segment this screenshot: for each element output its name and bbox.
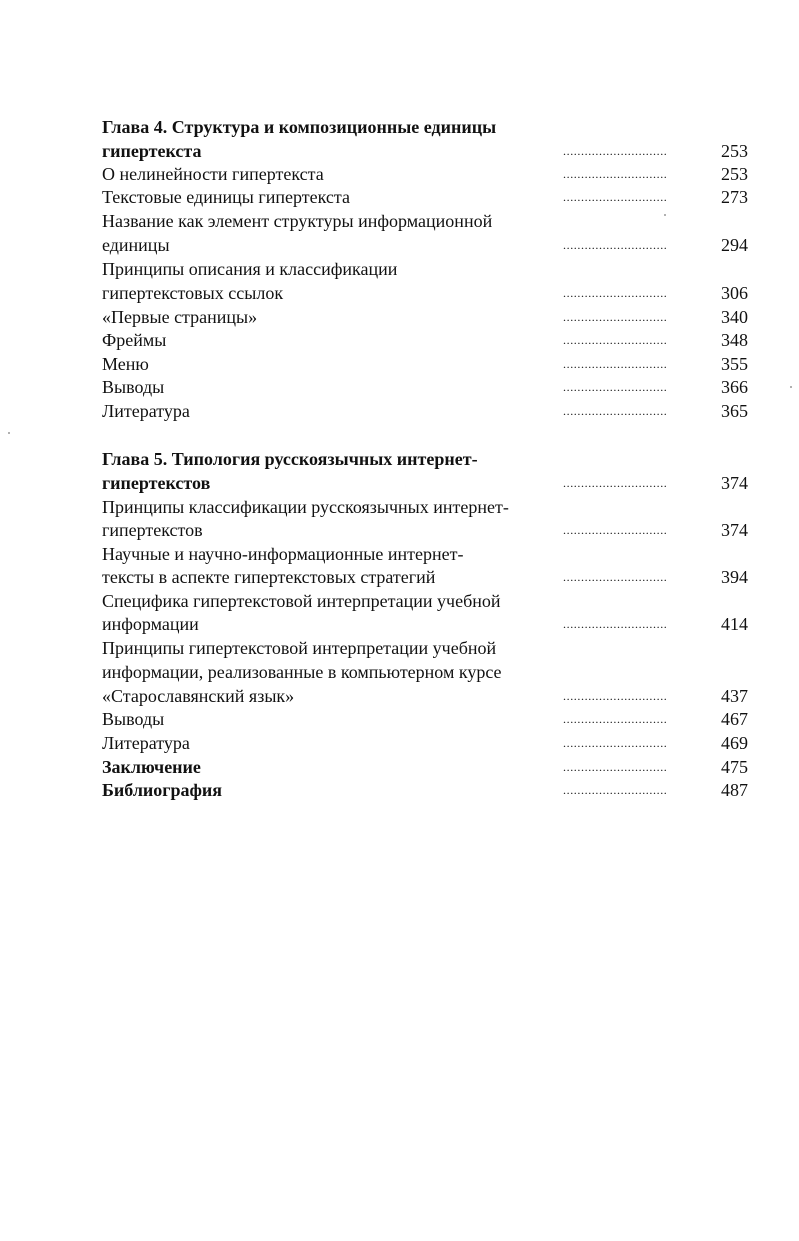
leader-dots: ............................. <box>563 310 668 324</box>
toc-entry-page: 273 <box>721 187 748 207</box>
leader-dots: ............................. <box>563 357 668 371</box>
toc-entry-label-cont: тексты в аспекте гипертекстовых стратегий <box>102 567 436 587</box>
leader-dots: ............................. <box>563 286 668 300</box>
toc-entry-page: 467 <box>721 709 748 729</box>
toc-entry-page: 469 <box>721 733 748 753</box>
leader-dots: ............................. <box>563 190 668 204</box>
leader-dots: ............................. <box>563 617 668 631</box>
toc-entry-label: «Первые страницы» <box>102 307 258 327</box>
leader-dots: ............................. <box>563 144 668 158</box>
toc-entry-label-cont: единицы <box>102 235 170 255</box>
chapter-4-page-number: 253 <box>721 141 748 161</box>
leader-dots: ............................. <box>563 783 668 797</box>
toc-entry-page: 306 <box>721 283 748 303</box>
toc-entry-page: 253 <box>721 164 748 184</box>
conclusion-label: Заключение <box>102 757 201 777</box>
toc-entry-label: О нелинейности гипертекста <box>102 164 324 184</box>
leader-dots: ............................. <box>563 167 668 181</box>
scan-speck <box>664 214 666 216</box>
toc-entry-label: Выводы <box>102 377 165 397</box>
toc-entry-page: 366 <box>721 377 748 397</box>
leader-dots: ............................. <box>563 523 668 537</box>
toc-entry-page: 355 <box>721 354 748 374</box>
leader-dots: ............................. <box>563 736 668 750</box>
toc-entry-label: Меню <box>102 354 149 374</box>
chapter-4-title-line2: гипертекста <box>102 141 202 161</box>
toc-entry-label: Научные и научно-информационные интернет- <box>102 544 464 564</box>
leader-dots: ............................. <box>563 238 668 252</box>
toc-entry-label-cont: «Старославянский язык» <box>102 686 295 706</box>
leader-dots: ............................. <box>563 404 668 418</box>
toc-entry-label: Принципы классификации русскоязычных интернет- <box>102 497 509 517</box>
toc-entry-label: Литература <box>102 401 190 421</box>
leader-dots: ............................. <box>563 333 668 347</box>
chapter-5-title-line1: Глава 5. Типология русскоязычных интернет- <box>102 449 478 469</box>
chapter-4-title-line1: Глава 4. Структура и композиционные единицы <box>102 117 497 137</box>
toc-entry-page: 374 <box>721 520 748 540</box>
leader-dots: ............................. <box>563 476 668 490</box>
toc-entry-label-cont: информации <box>102 614 199 634</box>
scan-speck <box>790 386 792 388</box>
chapter-5-page-number: 374 <box>721 473 748 493</box>
toc-entry-page: 394 <box>721 567 748 587</box>
bibliography-label: Библиография <box>102 780 223 800</box>
leader-dots: ............................. <box>563 760 668 774</box>
toc-entry-page: 340 <box>721 307 748 327</box>
leader-dots: ............................. <box>563 570 668 584</box>
toc-entry-page: 348 <box>721 330 748 350</box>
chapter-5-title-line2: гипертекстов <box>102 473 211 493</box>
toc-entry-page: 365 <box>721 401 748 421</box>
toc-entry-label: Текстовые единицы гипертекста <box>102 187 350 207</box>
toc-entry-label-cont: гипертекстов <box>102 520 203 540</box>
toc-entry-page: 414 <box>721 614 748 634</box>
scan-speck <box>8 432 10 434</box>
toc-entry-label: Фреймы <box>102 330 167 350</box>
toc-entry-label: Принципы гипертекстовой интерпретации учебной <box>102 638 497 658</box>
toc-entry-label: Специфика гипертекстовой интерпретации учебной <box>102 591 501 611</box>
toc-entry-page: 437 <box>721 686 748 706</box>
leader-dots: ............................. <box>563 689 668 703</box>
toc-entry-label: Название как элемент структуры информационной <box>102 211 493 231</box>
leader-dots: ............................. <box>563 712 668 726</box>
toc-entry-label-cont: информации, реализованные в компьютерном курсе <box>102 662 502 682</box>
toc-entry-label: Выводы <box>102 709 165 729</box>
bibliography-page: 487 <box>721 780 748 800</box>
conclusion-page: 475 <box>721 757 748 777</box>
toc-entry-page: 294 <box>721 235 748 255</box>
toc-entry-label: Литература <box>102 733 190 753</box>
toc-entry-label-cont: гипертекстовых ссылок <box>102 283 284 303</box>
leader-dots: ............................. <box>563 380 668 394</box>
toc-entry-label: Принципы описания и классификации <box>102 259 398 279</box>
